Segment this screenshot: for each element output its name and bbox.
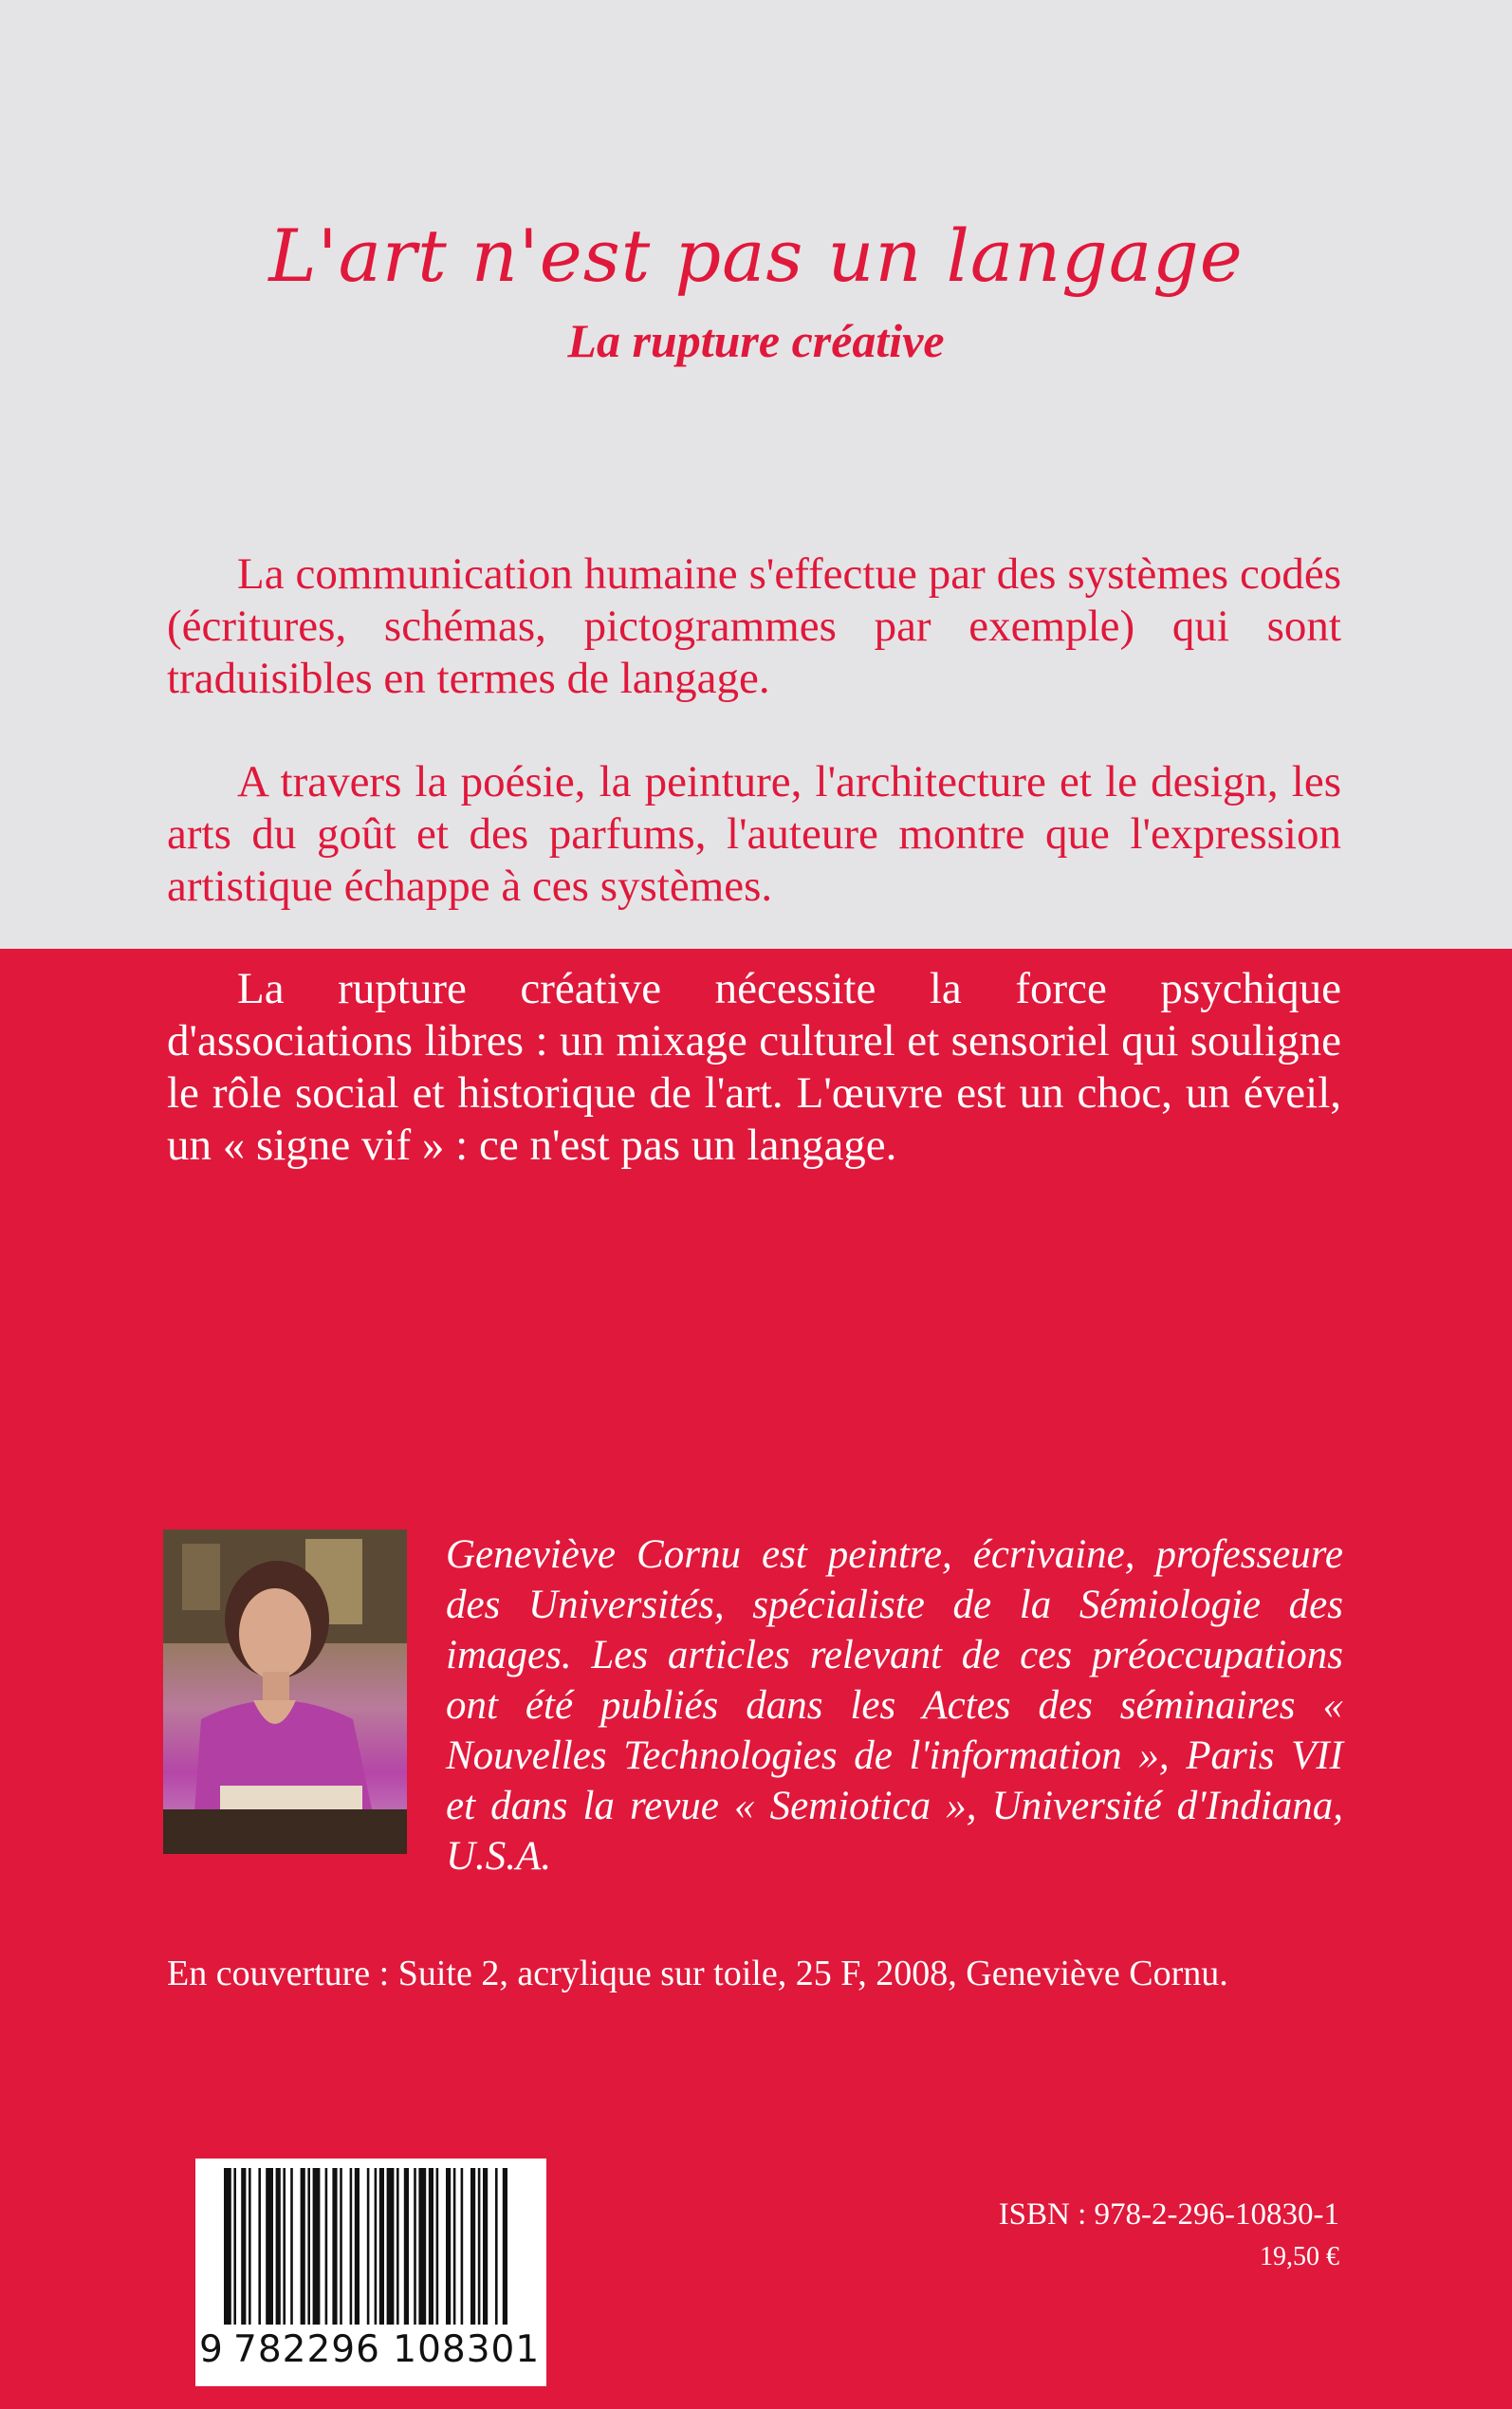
barcode-bar bbox=[350, 2168, 353, 2325]
barcode-bar bbox=[414, 2168, 416, 2325]
barcode-bar bbox=[483, 2168, 488, 2325]
barcode-bar bbox=[258, 2168, 261, 2325]
barcode-bar bbox=[249, 2168, 251, 2325]
barcode-bar bbox=[233, 2168, 236, 2325]
barcode-bar bbox=[461, 2168, 464, 2325]
barcode-bar bbox=[355, 2168, 360, 2325]
barcode-bar bbox=[224, 2168, 231, 2325]
barcode-bar bbox=[307, 2168, 310, 2325]
barcode-bar bbox=[478, 2168, 481, 2325]
blurb-paragraph-3: La rupture créative nécessite la force psychique d'associations libres : un mixage culturel et sensoriel qui souligne le rôle social et historique de l'art. L'œuvre est un choc, un éveil, un « signe vif » : ce n'est pas un langage. bbox=[167, 964, 1341, 1170]
barcode-digit-groups: 782296 108301 bbox=[233, 2328, 541, 2371]
barcode-bar bbox=[290, 2168, 293, 2325]
barcode-bars bbox=[195, 2159, 546, 2329]
barcode-bar bbox=[283, 2168, 286, 2325]
barcode-first-digit: 9 bbox=[199, 2328, 224, 2371]
barcode-bar bbox=[325, 2168, 328, 2325]
price: 19,50 € bbox=[1260, 2242, 1339, 2271]
barcode-bar bbox=[340, 2168, 342, 2325]
barcode-digits bbox=[195, 2325, 546, 2381]
author-bio: Geneviève Cornu est peintre, écrivaine, professeure des Universités, spécialiste de la Sémiologie des images. Les articles relevant de ces préoccupations ont été publiés dans les Actes des séminaires « Nouvelles Technologies de l'information », Paris VII et dans la revue « Semiotica », Université d'Indiana, U.S.A. bbox=[446, 1532, 1343, 1879]
barcode-bar bbox=[495, 2168, 498, 2325]
isbn: ISBN : 978-2-296-10830-1 bbox=[998, 2197, 1339, 2232]
barcode-bar bbox=[446, 2168, 451, 2325]
barcode-bar bbox=[503, 2168, 507, 2325]
barcode-bar bbox=[404, 2168, 409, 2325]
barcode-bar bbox=[387, 2168, 395, 2325]
blurb-paragraph-2: A travers la poésie, la peinture, l'architecture et le design, les arts du goût et des parfums, l'auteure montre que l'expression artistique échappe à ces systèmes. bbox=[167, 757, 1341, 911]
book-title: L'art n'est pas un langage bbox=[268, 213, 1244, 298]
barcode-bar bbox=[332, 2168, 337, 2325]
barcode-bar bbox=[470, 2168, 475, 2325]
barcode-bar bbox=[379, 2168, 384, 2325]
cover-credit: En couverture : Suite 2, acrylique sur toile, 25 F, 2008, Geneviève Cornu. bbox=[167, 1954, 1228, 1993]
barcode-bar bbox=[375, 2168, 378, 2325]
barcode-bar bbox=[241, 2168, 246, 2325]
barcode-bar bbox=[367, 2168, 370, 2325]
barcode-bar bbox=[436, 2168, 439, 2325]
barcode-bar bbox=[396, 2168, 399, 2325]
barcode-bar bbox=[418, 2168, 426, 2325]
barcode-bar bbox=[266, 2168, 273, 2325]
blurb-paragraph-1: La communication humaine s'effectue par des systèmes codés (écritures, schémas, pictogrammes par exemple) qui sont traduisibles en termes de langage. bbox=[167, 549, 1341, 703]
barcode-bar bbox=[453, 2168, 456, 2325]
barcode-bar bbox=[276, 2168, 281, 2325]
barcode bbox=[195, 2159, 546, 2386]
barcode-bar bbox=[313, 2168, 321, 2325]
book-subtitle: La rupture créative bbox=[567, 314, 945, 367]
barcode-bar bbox=[429, 2168, 433, 2325]
barcode-bar bbox=[301, 2168, 305, 2325]
author-photo bbox=[163, 1529, 407, 1854]
